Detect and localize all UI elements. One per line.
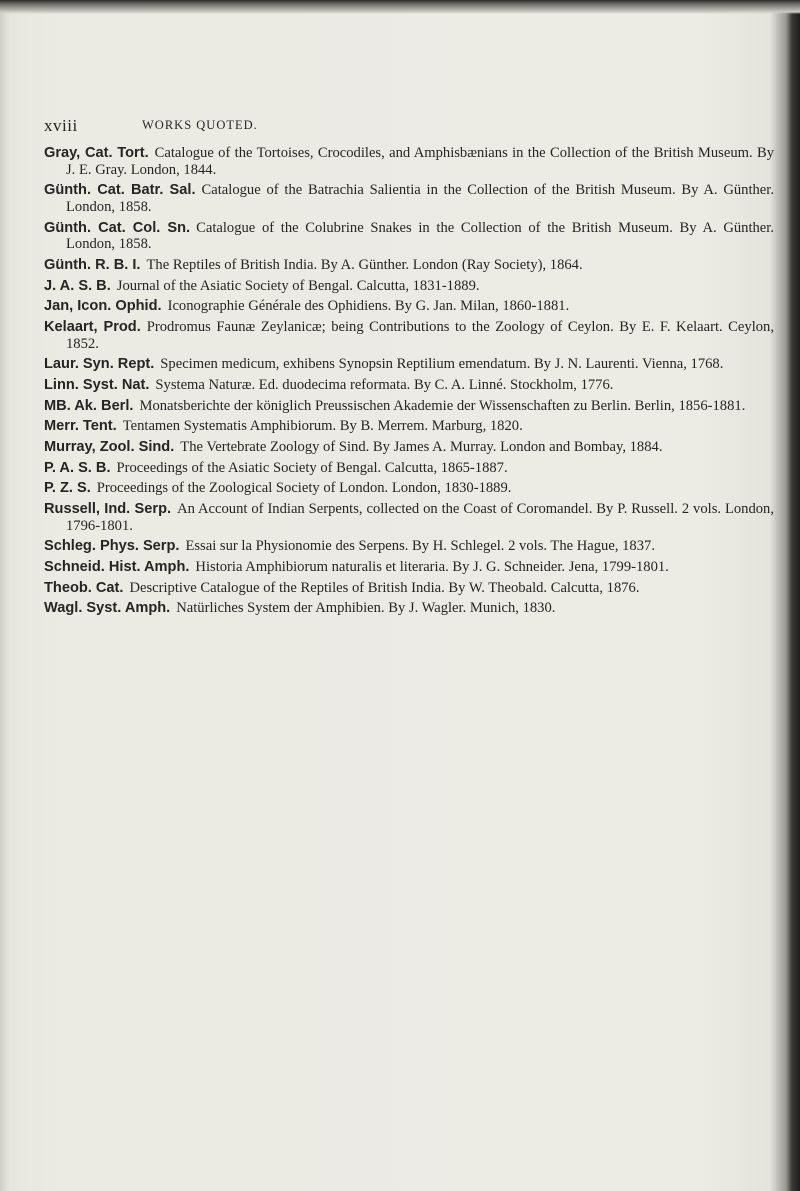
bibliography-entry bbox=[44, 356, 774, 373]
bibliography-entry bbox=[44, 182, 774, 215]
entry-abbreviation: J. A. S. B. bbox=[44, 277, 111, 294]
bibliography-entry bbox=[44, 398, 774, 415]
entry-abbreviation: MB. Ak. Berl. bbox=[44, 397, 134, 414]
entry-abbreviation: P. A. S. B. bbox=[44, 459, 111, 476]
bibliography-entry bbox=[44, 278, 774, 295]
entry-abbreviation: Günth. Cat. Col. Sn. bbox=[44, 219, 191, 236]
entry-citation: The Reptiles of British India. By A. Günther. London (Ray Society), 1864. bbox=[146, 256, 583, 273]
entry-citation: Descriptive Catalogue of the Reptiles of British India. By W. Theobald. Calcutta, 1876. bbox=[129, 579, 640, 596]
entry-abbreviation: Linn. Syst. Nat. bbox=[44, 376, 150, 393]
page-number: xviii bbox=[44, 116, 78, 135]
entry-citation: Systema Naturæ. Ed. duodecima reformata. By C. A. Linné. Stockholm, 1776. bbox=[155, 376, 614, 393]
entry-citation: Natürliches System der Amphibien. By J. Wagler. Munich, 1830. bbox=[176, 600, 556, 617]
bibliography-entry bbox=[44, 418, 774, 435]
entry-abbreviation: Wagl. Syst. Amph. bbox=[44, 600, 171, 617]
bibliography-entry bbox=[44, 559, 774, 576]
entry-abbreviation: Laur. Syn. Rept. bbox=[44, 356, 155, 373]
entry-abbreviation: Merr. Tent. bbox=[44, 418, 117, 435]
entry-abbreviation: P. Z. S. bbox=[44, 480, 91, 497]
entry-abbreviation: Schleg. Phys. Serp. bbox=[44, 538, 180, 555]
entry-abbreviation: Jan, Icon. Ophid. bbox=[44, 298, 162, 315]
entry-citation: Catalogue of the Batrachia Salientia in the Collection of the British Museum. By A. Günther. London, 1858. bbox=[66, 182, 774, 215]
entry-abbreviation: Günth. R. B. I. bbox=[44, 256, 141, 273]
bibliography-entry bbox=[44, 145, 774, 178]
bibliography-entry bbox=[44, 501, 774, 534]
entry-citation: Essai sur la Physionomie des Serpens. By H. Schlegel. 2 vols. The Hague, 1837. bbox=[185, 538, 655, 555]
bibliography-entry bbox=[44, 600, 774, 617]
entry-citation: An Account of Indian Serpents, collected on the Coast of Coromandel. By P. Russell. 2 vols. London, 1796-1801. bbox=[66, 501, 775, 534]
bibliography-entry bbox=[44, 377, 774, 394]
bibliography-entry bbox=[44, 319, 774, 352]
bibliography-entry bbox=[44, 460, 774, 477]
entry-citation: Tentamen Systematis Amphibiorum. By B. Merrem. Marburg, 1820. bbox=[122, 418, 523, 435]
entry-abbreviation: Gray, Cat. Tort. bbox=[44, 145, 149, 161]
works-quoted-list bbox=[44, 145, 774, 617]
bibliography-entry bbox=[44, 220, 774, 253]
bibliography-entry bbox=[44, 257, 774, 274]
entry-citation: Catalogue of the Tortoises, Crocodiles, and Amphisbænians in the Collection of the British Museum. By J. E. Gray. London, 1844. bbox=[66, 145, 774, 178]
page-header bbox=[44, 116, 774, 142]
scan-edge-shadow bbox=[0, 0, 800, 14]
entry-citation: The Vertebrate Zoology of Sind. By James A. Murray. London and Bombay, 1884. bbox=[180, 438, 663, 455]
entry-citation: Prodromus Faunæ Zeylanicæ; being Contributions to the Zoology of Ceylon. By E. F. Kelaart. Ceylon, 1852. bbox=[66, 318, 774, 352]
entry-citation: Proceedings of the Asiatic Society of Bengal. Calcutta, 1865-1887. bbox=[116, 459, 508, 476]
bibliography-entry bbox=[44, 480, 774, 497]
bibliography-entry bbox=[44, 580, 774, 597]
bibliography-entry bbox=[44, 439, 774, 456]
entry-citation: Proceedings of the Zoological Society of London. London, 1830-1889. bbox=[96, 480, 512, 497]
entry-abbreviation: Schneid. Hist. Amph. bbox=[44, 558, 190, 575]
entry-abbreviation: Russell, Ind. Serp. bbox=[44, 501, 172, 517]
entry-citation: Journal of the Asiatic Society of Bengal. Calcutta, 1831-1889. bbox=[116, 277, 480, 294]
entry-abbreviation: Kelaart, Prod. bbox=[44, 318, 141, 335]
entry-abbreviation: Murray, Zool. Sind. bbox=[44, 438, 175, 455]
entry-citation: Historia Amphibiorum naturalis et literaria. By J. G. Schneider. Jena, 1799-1801. bbox=[195, 558, 669, 575]
entry-abbreviation: Theob. Cat. bbox=[44, 579, 124, 596]
bibliography-entry bbox=[44, 298, 774, 315]
entry-citation: Specimen medicum, exhibens Synopsin Reptilium emendatum. By J. N. Laurenti. Vienna, 1768. bbox=[160, 356, 724, 373]
entry-citation: Iconographie Générale des Ophidiens. By G. Jan. Milan, 1860-1881. bbox=[167, 298, 570, 315]
entry-citation: Catalogue of the Colubrine Snakes in the Collection of the British Museum. By A. Günther. London, 1858. bbox=[66, 219, 774, 253]
bibliography-entry bbox=[44, 538, 774, 555]
entry-abbreviation: Günth. Cat. Batr. Sal. bbox=[44, 182, 196, 199]
entry-citation: Monatsberichte der königlich Preussischen Akademie der Wissenschaften zu Berlin. Berlin, 1856-1881. bbox=[139, 397, 746, 414]
running-head: WORKS QUOTED. bbox=[142, 118, 258, 132]
book-page bbox=[44, 116, 774, 621]
